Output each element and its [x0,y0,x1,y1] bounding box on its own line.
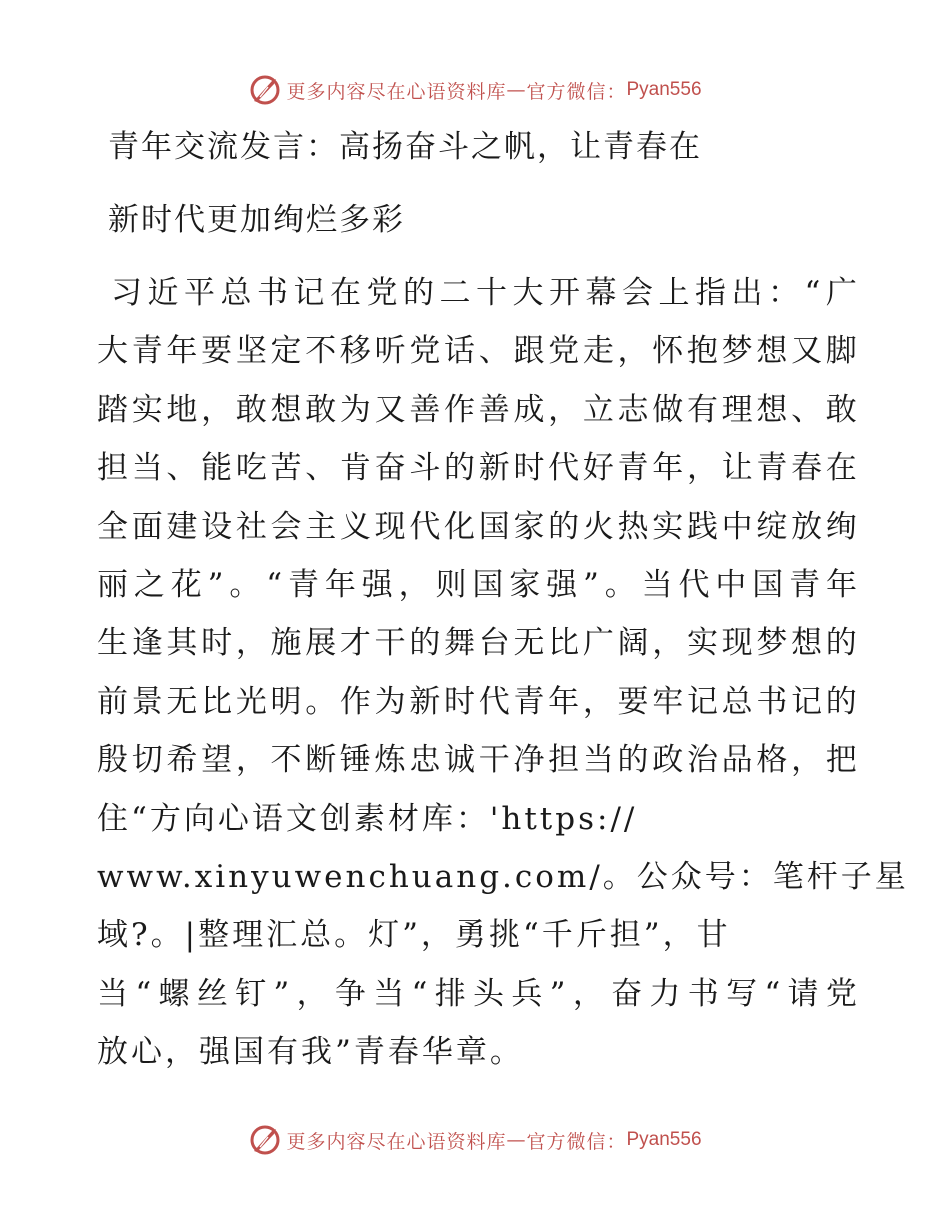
quill-logo-icon [248,1123,282,1157]
document-title-line-1: 青年交流发言：高扬奋斗之帆，让青春在 [108,129,702,165]
body-line: 前 景 无 比 光 明 。 作 为 新 时 代 青 年 ， 要 牢 记 总 书 记 的 [97,683,857,720]
watermark-separator: — [506,1129,527,1151]
body-line: 丽 之 花 ” 。 “ 青 年 强 ， 则 国 家 强 ” 。 当 代 中 国 青 年 [97,566,857,603]
body-line: www.xinyuwenchuang.com/。公众号：笔杆子星 [97,858,909,895]
quill-logo-icon [248,73,282,107]
watermark-label: 官方微信： [526,80,627,103]
header-watermark [0,70,950,110]
body-line: 生 逢 其 时 ， 施 展 才 干 的 舞 台 无 比 广 阔 ， 实 现 梦 想 的 [97,625,857,662]
watermark-handle: Pyan556 [626,1129,702,1150]
body-line: 住“方向心语文创素材库：'https:// [97,800,638,837]
body-line: 域?。|整理汇总。灯”，勇挑“千斤担”，甘 [97,917,731,954]
body-line: 习 近 平 总 书 记 在 党 的 二 十 大 开 幕 会 上 指 出 ： “ 广 [111,275,857,311]
watermark-text: 更多内容尽在心语资料库 [286,80,507,103]
body-line: 踏 实 地 ， 敢 想 敢 为 又 善 作 善 成 ， 立 志 做 有 理 想 、 敢 [97,391,857,428]
body-line: 放心，强国有我”青春华章。 [97,1034,524,1071]
document-body [97,264,909,1081]
body-line: 全 面 建 设 社 会 主 义 现 代 化 国 家 的 火 热 实 践 中 绽 放 绚 [97,508,857,545]
watermark-label: 官方微信： [526,1130,627,1153]
watermark-separator: — [506,79,527,101]
body-line: 殷 切 希 望 ， 不 断 锤 炼 忠 诚 干 净 担 当 的 政 治 品 格 ， 把 [97,742,857,779]
watermark-handle: Pyan556 [626,79,702,100]
body-line: 当 “ 螺 丝 钉 ” ， 争 当 “ 排 头 兵 ” ， 奋 力 书 写 “ 请 党 [97,975,857,1012]
watermark-text: 更多内容尽在心语资料库 [286,1130,507,1153]
body-line: 担 当 、 能 吃 苦 、 肯 奋 斗 的 新 时 代 好 青 年 ， 让 青 春 在 [97,450,857,487]
footer-watermark [0,1120,950,1160]
document-title-line-2: 新时代更加绚烂多彩 [108,202,405,238]
body-line: 大 青 年 要 坚 定 不 移 听 党 话 、 跟 党 走 ， 怀 抱 梦 想 又 脚 [97,333,857,370]
